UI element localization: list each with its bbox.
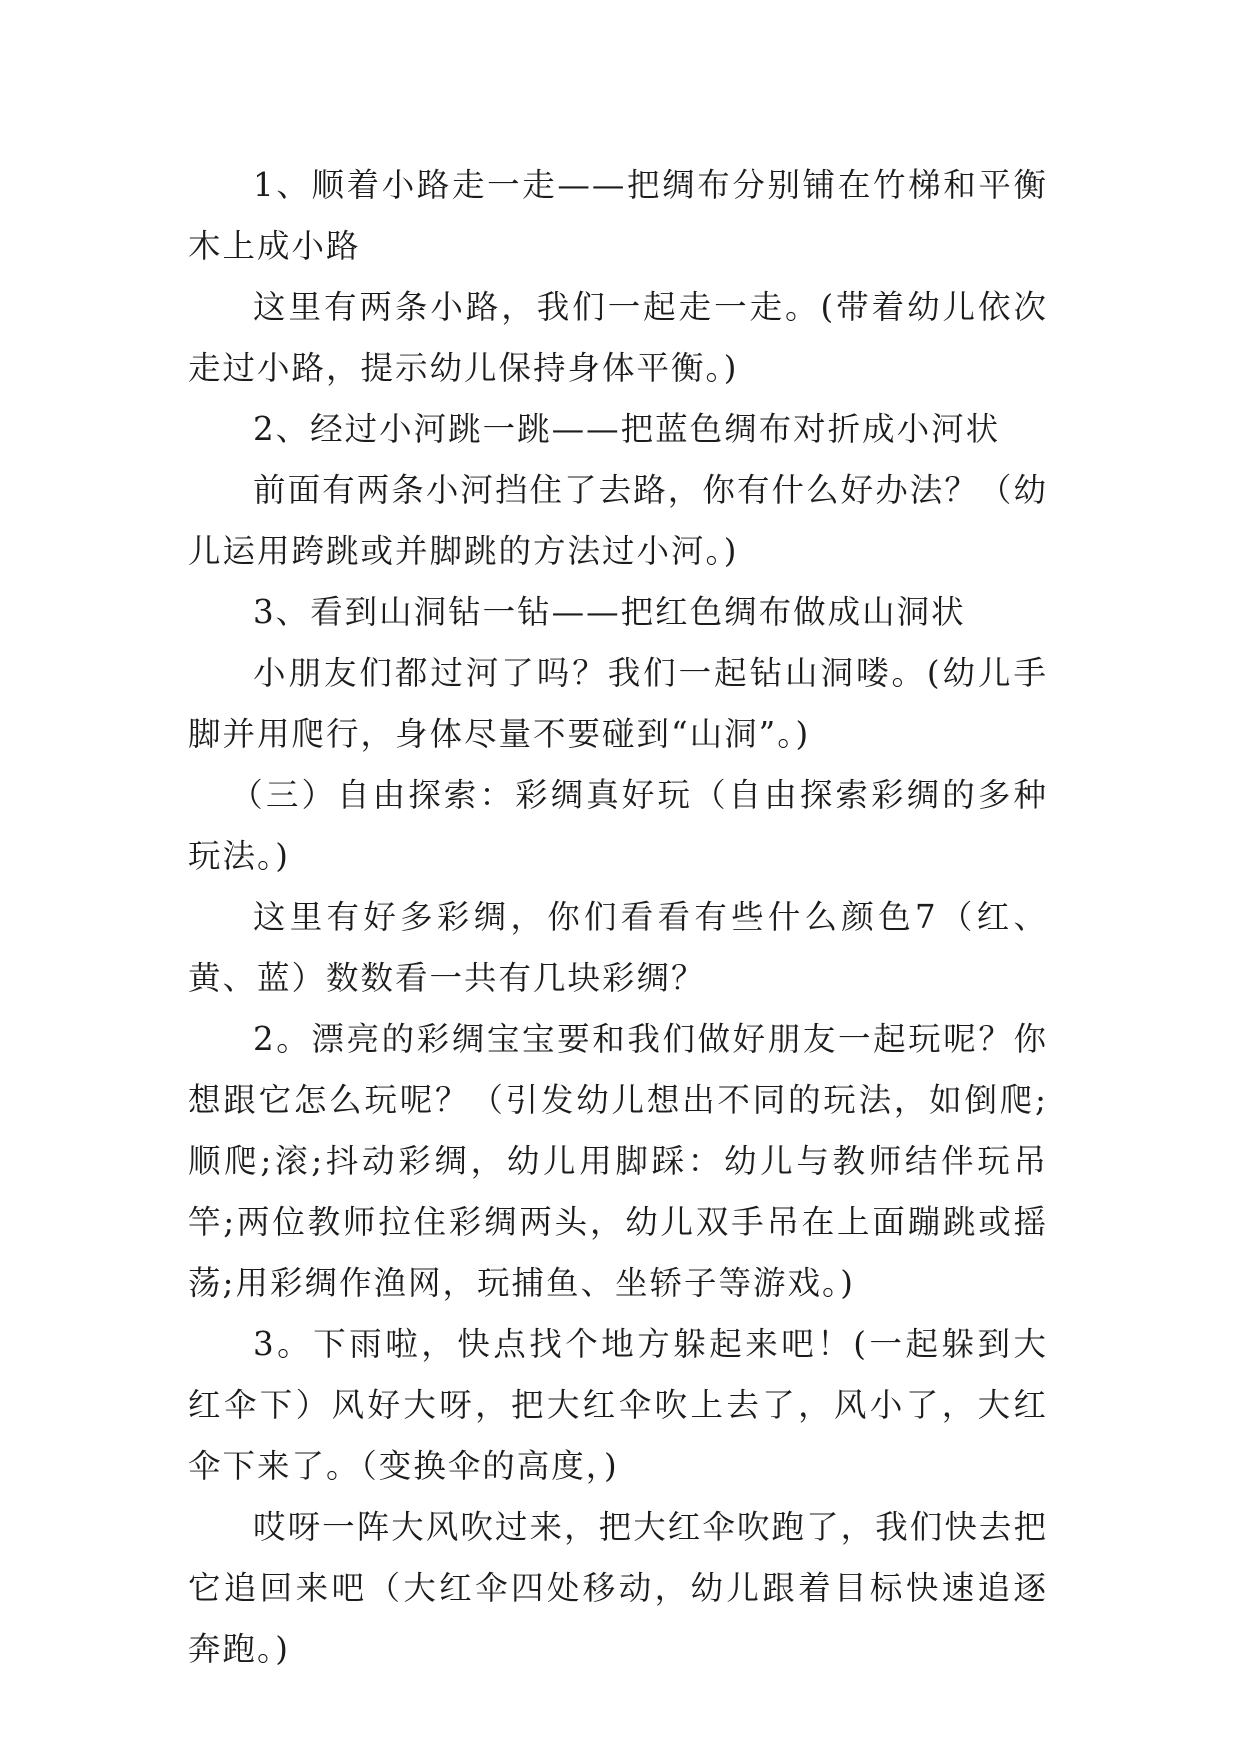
section-heading-free-exploration: （三）自由探索：彩绸真好玩（自由探索彩绸的多种玩法。) — [188, 776, 1048, 875]
paragraph-chase-umbrella: 哎呀一阵大风吹过来，把大红伞吹跑了，我们快去把它追回来吧（大红伞四处移动，幼儿跟着目标快速追逐奔跑。) — [188, 1508, 1048, 1668]
document-body — [188, 155, 1048, 1680]
paragraph-play-methods: 2。漂亮的彩绸宝宝要和我们做好朋友一起玩呢？你想跟它怎么玩呢？（引发幼儿想出不同的玩法，如倒爬;顺爬;滚;抖动彩绸，幼儿用脚踩：幼儿与教师结伴玩吊竿;两位教师拉住彩绸两头，幼儿双手吊在上面蹦跳或摇荡;用彩绸作渔网，玩捕鱼、坐轿子等游戏。) — [188, 1020, 1048, 1302]
paragraph-step-1-heading: 1、顺着小路走一走——把绸布分别铺在竹梯和平衡木上成小路 — [188, 166, 1048, 265]
paragraph-step-1-text: 这里有两条小路，我们一起走一走。(带着幼儿依次走过小路，提示幼儿保持身体平衡。) — [188, 288, 1048, 387]
paragraph-step-3-text: 小朋友们都过河了吗？我们一起钻山洞喽。(幼儿手脚并用爬行，身体尽量不要碰到“山洞”。) — [188, 654, 1048, 753]
paragraph-colors: 这里有好多彩绸，你们看看有些什么颜色7（红、黄、蓝）数数看一共有几块彩绸？ — [188, 898, 1048, 997]
paragraph-step-3-heading: 3、看到山洞钻一钻——把红色绸布做成山洞状 — [253, 593, 966, 631]
paragraph-step-2-text: 前面有两条小河挡住了去路，你有什么好办法？（幼儿运用跨跳或并脚跳的方法过小河。) — [188, 471, 1048, 570]
paragraph-rain-umbrella: 3。下雨啦，快点找个地方躲起来吧！(一起躲到大红伞下）风好大呀，把大红伞吹上去了，风小了，大红伞下来了。（变换伞的高度，) — [188, 1325, 1048, 1485]
paragraph-step-2-heading: 2、经过小河跳一跳——把蓝色绸布对折成小河状 — [253, 410, 1001, 448]
